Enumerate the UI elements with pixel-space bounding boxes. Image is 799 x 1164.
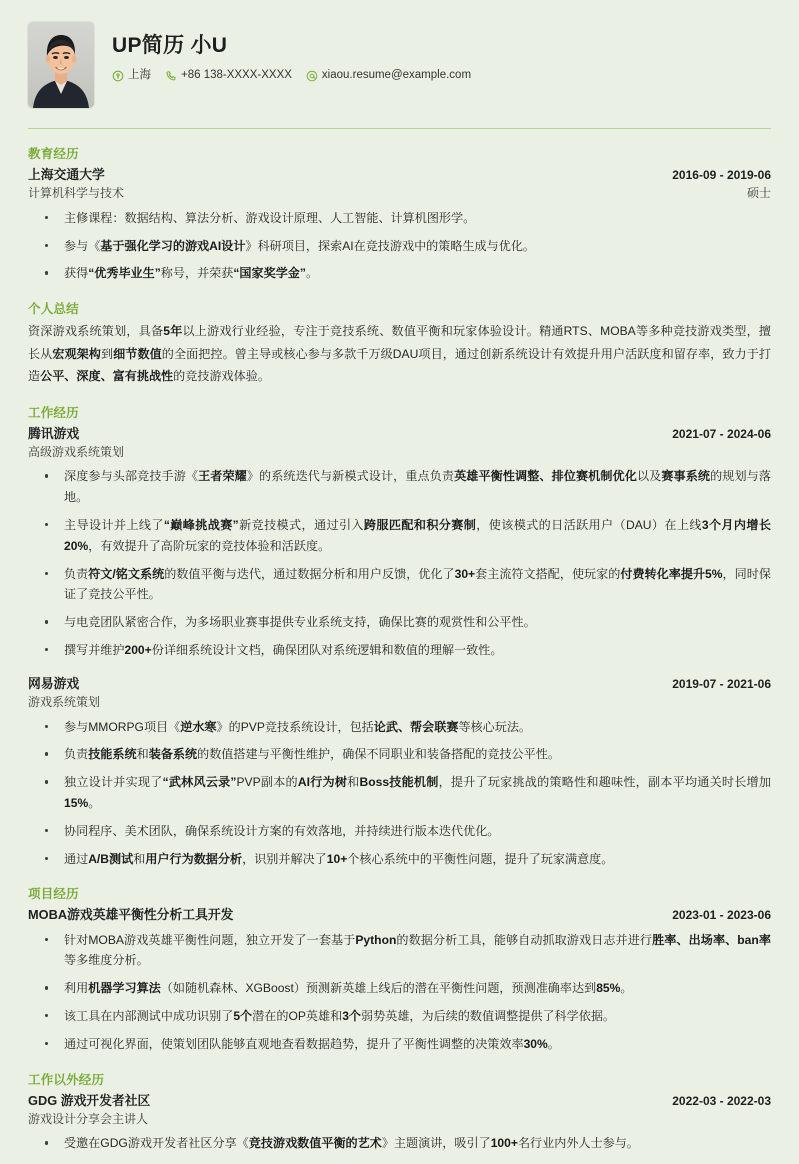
- section-summary: [24, 299, 775, 387]
- bullet-list: [28, 208, 771, 284]
- bullet-item: 主修课程：数据结构、算法分析、游戏设计原理、人工智能、计算机图形学。: [28, 208, 771, 229]
- bullet-list: [28, 717, 771, 870]
- bullet-item: 针对MOBA游戏英雄平衡性问题，独立开发了一套基于Python的数据分析工具，能够自动抓取游戏日志并进行胜率、出场率、ban率等多维度分析。: [28, 930, 771, 972]
- entry: [28, 165, 771, 284]
- bullet-item: 获得“优秀毕业生”称号，并荣获“国家奖学金”。: [28, 263, 771, 284]
- entry-header-row: [28, 165, 771, 184]
- entry-header-row: [28, 424, 771, 443]
- entry-role: 计算机科学与技术: [28, 186, 125, 201]
- contact-list: [112, 69, 481, 83]
- entry-role: 高级游戏系统策划: [28, 444, 125, 459]
- entry-header-row: [28, 905, 771, 924]
- contact-location-text: 上海: [128, 69, 151, 82]
- avatar: [28, 22, 94, 108]
- entry-organization: 网易游戏: [28, 675, 80, 691]
- bullet-item: 撰写并维护200+份详细系统设计文档，确保团队对系统逻辑和数值的理解一致性。: [28, 640, 771, 661]
- entry: [28, 905, 771, 1054]
- page-title: UP简历 小U: [112, 34, 228, 57]
- entry-organization: 腾讯游戏: [28, 425, 80, 441]
- location-icon: [112, 70, 124, 82]
- contact-location: [112, 69, 151, 83]
- entry-organization: 上海交通大学: [28, 167, 105, 182]
- entry-subtitle-row: [28, 693, 771, 712]
- entry: [28, 1091, 771, 1155]
- entry-date-range: 2021-07 - 2024-06: [672, 426, 771, 441]
- summary-paragraph: 资深游戏系统策划，具备5年以上游戏行业经验，专注于竞技系统、数值平衡和玩家体验设计。精通RTS、MOBA等多种竞技游戏类型，擅长从宏观架构到细节数值的全面把控。曾主导或核心参与多款千万级DAU项目，通过创新系统设计有效提升用户活跃度和留存率，致力于打造公平、深度、富有挑战性的竞技游戏体验。: [28, 324, 771, 384]
- bullet-list: [28, 466, 771, 660]
- bullet-item: 该工具在内部测试中成功识别了5个潜在的OP英雄和3个弱势英雄，为后续的数值调整提供了科学依据。: [28, 1006, 771, 1027]
- bullet-item: 通过可视化界面，使策划团队能够直观地查看数据趋势，提升了平衡性调整的决策效率30%。: [28, 1034, 771, 1055]
- section-title-work: 工作经历: [28, 405, 79, 420]
- phone-icon: [165, 70, 177, 82]
- entry-date-range: 2023-01 - 2023-06: [672, 908, 771, 923]
- bullet-item: 通过A/B测试和用户行为数据分析，识别并解决了10+个核心系统中的平衡性问题，提升了玩家满意度。: [28, 849, 771, 870]
- bullet-item: 独立设计并实现了“武林风云录”PVP副本的AI行为树和Boss技能机制，提升了玩家挑战的策略性和趣味性，副本平均通关时长增加15%。: [28, 772, 771, 814]
- entry-organization: MOBA游戏英雄平衡性分析工具开发: [28, 907, 234, 923]
- bullet-item: 负责技能系统和装备系统的数值搭建与平衡性维护，确保不同职业和装备搭配的竞技公平性。: [28, 744, 771, 765]
- entry-role: 游戏系统策划: [28, 694, 101, 709]
- contact-phone-text: +86 138-XXXX-XXXX: [181, 69, 292, 82]
- bullet-list: [28, 930, 771, 1055]
- email-icon: [306, 70, 318, 82]
- entry-header-row: [28, 674, 771, 693]
- entry-date-range: 2022-03 - 2022-03: [672, 1093, 771, 1108]
- section-work: [24, 403, 775, 870]
- bullet-item: 协同程序、美术团队，确保系统设计方案的有效落地，并持续进行版本迭代优化。: [28, 821, 771, 842]
- entry-degree: 硕士: [746, 186, 771, 201]
- contact-email: [306, 69, 471, 83]
- resume-sections: [24, 144, 775, 1154]
- resume-header: [24, 0, 775, 108]
- section-title-extracurricular: 工作以外经历: [28, 1072, 105, 1087]
- entry: [28, 424, 771, 661]
- bullet-item: 利用机器学习算法（如随机森林、XGBoost）预测新英雄上线后的潜在平衡性问题，预测准确率达到85%。: [28, 978, 771, 999]
- entry-subtitle-row: [28, 1110, 771, 1129]
- section-education: [24, 144, 775, 284]
- bullet-item: 与电竞团队紧密合作，为多场职业赛事提供专业系统支持，确保比赛的观赏性和公平性。: [28, 612, 771, 633]
- bullet-item: 负责符文/铭文系统的数值平衡与迭代，通过数据分析和用户反馈，优化了30+套主流符文搭配，使玩家的付费转化率提升5%，同时保证了竞技公平性。: [28, 564, 771, 606]
- entry-date-range: 2016-09 - 2019-06: [672, 168, 771, 182]
- entry-role: 游戏设计分享会主讲人: [28, 1111, 149, 1126]
- bullet-list: [28, 1133, 771, 1154]
- section-title-summary: 个人总结: [28, 302, 79, 317]
- section-extracurricular: [24, 1070, 775, 1155]
- bullet-item: 深度参与头部竞技手游《王者荣耀》的系统迭代与新模式设计，重点负责英雄平衡性调整、排位赛机制优化以及赛事系统的规划与落地。: [28, 466, 771, 508]
- identity-block: [112, 22, 481, 83]
- entry-date-range: 2019-07 - 2021-06: [672, 676, 771, 691]
- entry-header-row: [28, 1091, 771, 1110]
- entry: [28, 674, 771, 870]
- contact-phone: [165, 69, 292, 83]
- contact-email-text: xiaou.resume@example.com: [321, 69, 472, 82]
- entry-organization: GDG 游戏开发者社区: [28, 1092, 151, 1108]
- entry-subtitle-row: [28, 443, 771, 462]
- header-divider: [28, 128, 771, 129]
- entry-subtitle-row: [28, 184, 771, 203]
- section-title-education: 教育经历: [28, 147, 79, 161]
- section-projects: [24, 884, 775, 1054]
- section-title-projects: 项目经历: [28, 887, 79, 902]
- bullet-item: 参与MMORPG项目《逆水寒》的PVP竞技系统设计，包括论武、帮会联赛等核心玩法。: [28, 717, 771, 738]
- bullet-item: 参与《基于强化学习的游戏AI设计》科研项目，探索AI在竞技游戏中的策略生成与优化。: [28, 236, 771, 257]
- bullet-item: 主导设计并上线了“巅峰挑战赛”新竞技模式，通过引入跨服匹配和积分赛制，使该模式的日活跃用户（DAU）在上线3个月内增长20%，有效提升了高阶玩家的竞技体验和活跃度。: [28, 515, 771, 557]
- bullet-item: 受邀在GDG游戏开发者社区分享《竞技游戏数值平衡的艺术》主题演讲，吸引了100+名行业内外人士参与。: [28, 1133, 771, 1154]
